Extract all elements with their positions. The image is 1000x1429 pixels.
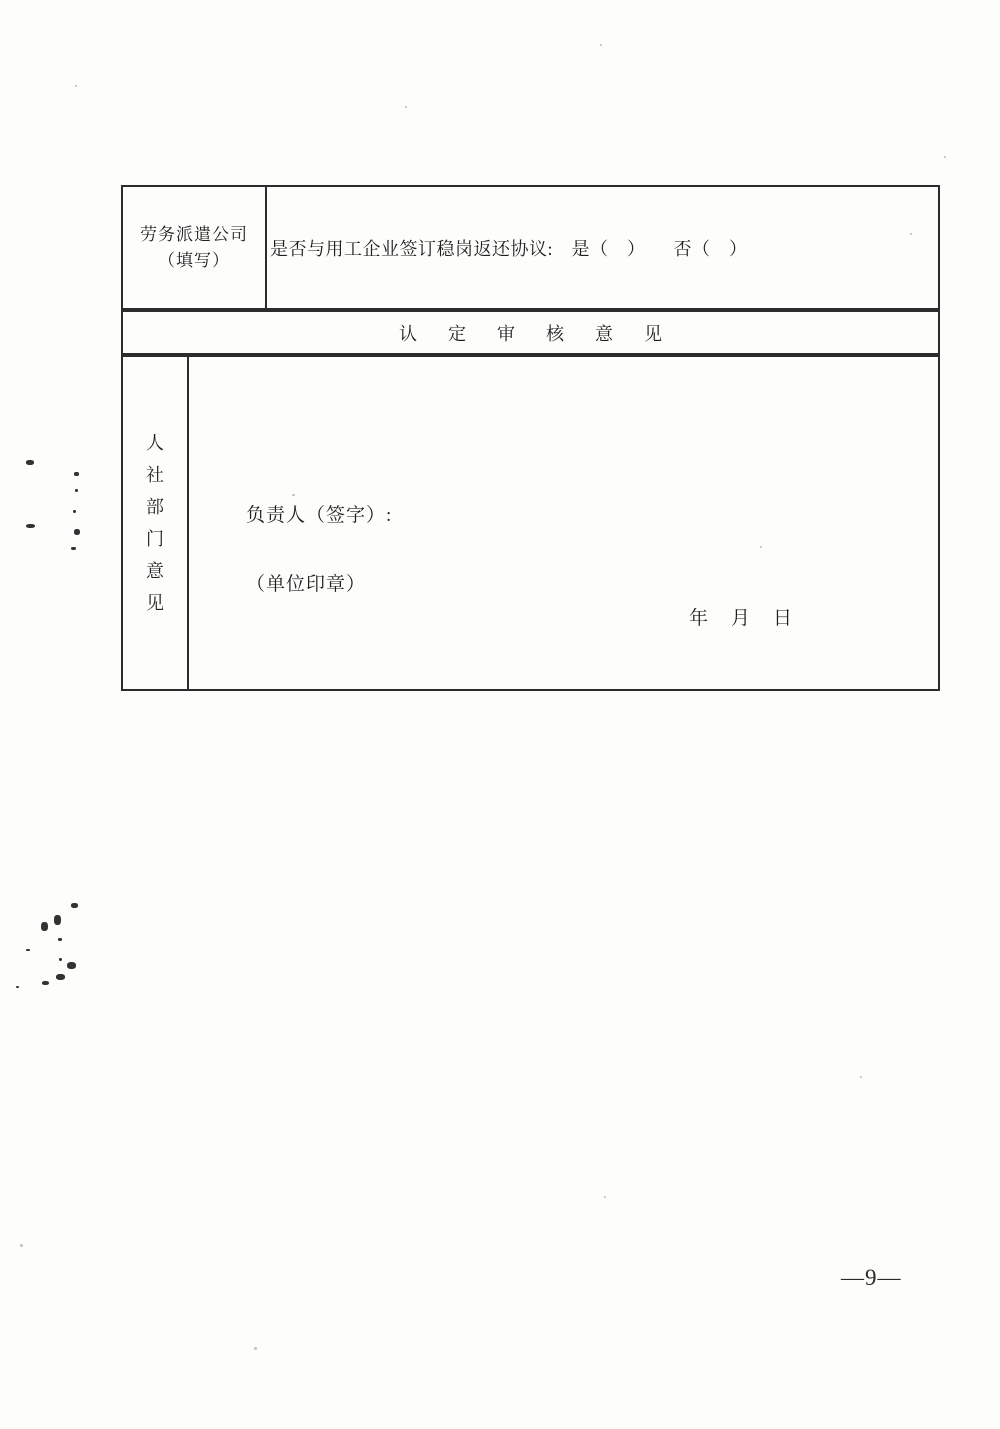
- ink-speck: [860, 1076, 862, 1078]
- signer-label: 负责人（签字）:: [246, 505, 393, 526]
- hr-opinion-content-cell: [189, 357, 938, 689]
- page-number: —9—: [841, 1265, 902, 1290]
- ink-speck: [910, 233, 912, 235]
- ink-speck: [56, 974, 65, 980]
- ink-speck: [16, 986, 19, 988]
- agreement-question-text: 是否与用工企业签订稳岗返还协议: 是（ ） 否（ ）: [270, 238, 748, 259]
- dispatch-company-label-cell: [123, 187, 267, 308]
- date-label: 年 月 日: [689, 608, 795, 629]
- ink-speck: [59, 958, 62, 961]
- ink-speck: [58, 938, 62, 941]
- seal-label: （单位印章）: [246, 574, 367, 595]
- ink-speck: [26, 524, 35, 528]
- review-header-text: 认定审核意见: [399, 323, 693, 344]
- ink-speck: [41, 922, 48, 931]
- dispatch-company-label-line2: （填写）: [158, 250, 230, 270]
- ink-speck: [75, 489, 78, 492]
- ink-speck: [74, 472, 79, 476]
- dispatch-company-row: [121, 185, 940, 310]
- ink-speck: [74, 529, 80, 535]
- dispatch-company-label-line1: 劳务派遣公司: [140, 224, 248, 244]
- ink-speck: [405, 106, 407, 108]
- ink-speck: [75, 85, 77, 87]
- ink-speck: [254, 1347, 257, 1350]
- review-header-row: [121, 310, 940, 355]
- ink-speck: [944, 156, 946, 158]
- ink-speck: [42, 981, 49, 985]
- agreement-question-cell: [267, 187, 938, 308]
- hr-opinion-row: [121, 355, 940, 691]
- ink-speck: [604, 1196, 606, 1198]
- ink-speck: [73, 510, 76, 513]
- ink-speck: [67, 962, 76, 969]
- ink-speck: [26, 949, 30, 951]
- hr-opinion-label-vertical-text: 人 社 部 门 意 见: [146, 433, 164, 613]
- ink-speck: [760, 546, 762, 548]
- hr-opinion-label-cell: [123, 357, 189, 689]
- ink-speck: [600, 44, 602, 46]
- ink-speck: [71, 547, 76, 550]
- ink-speck: [292, 494, 295, 496]
- ink-speck: [71, 903, 78, 908]
- ink-speck: [26, 460, 34, 465]
- ink-speck: [20, 1244, 23, 1247]
- ink-speck: [54, 915, 61, 925]
